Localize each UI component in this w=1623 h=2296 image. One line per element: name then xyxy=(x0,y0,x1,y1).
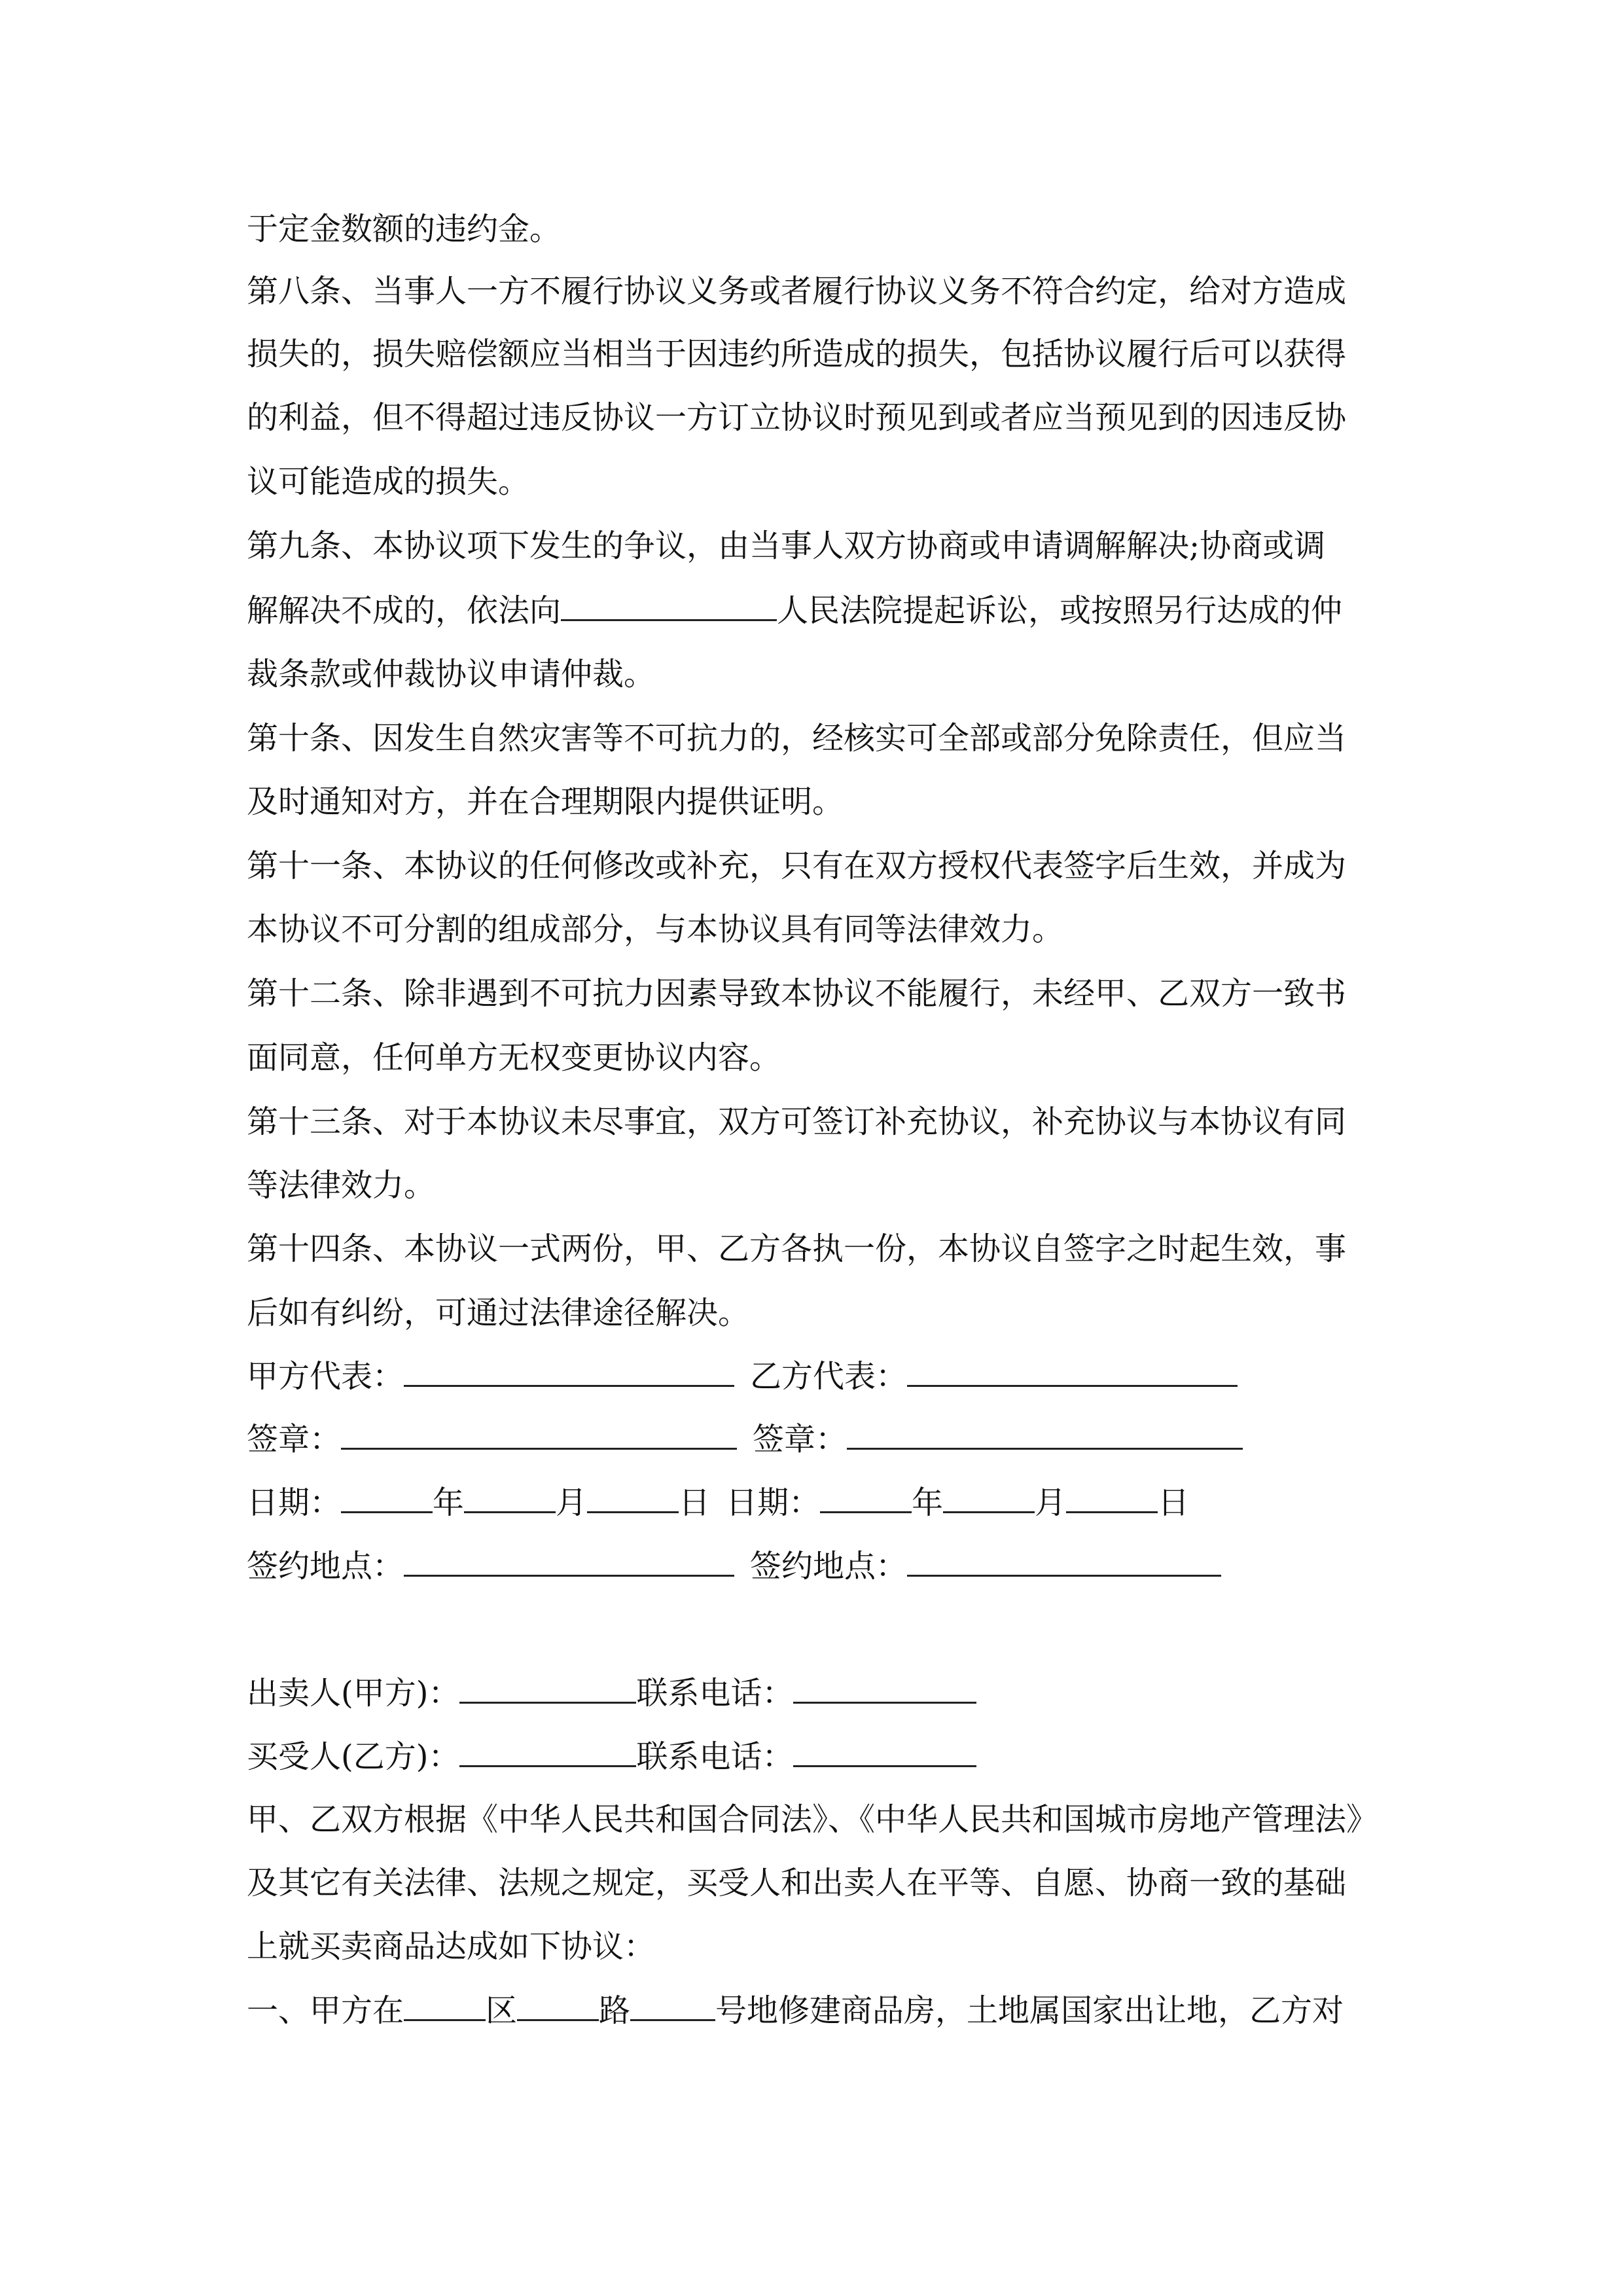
date-row xyxy=(247,1482,1189,1522)
date-b-day-blank[interactable] xyxy=(1066,1482,1158,1513)
item-1-start: 一、甲方在 xyxy=(247,1992,404,2029)
district-label: 区 xyxy=(486,1992,518,2029)
intro-line-2: 及其它有关法律、法规之规定，买受人和出卖人在平等、自愿、协商一致的基础 xyxy=(247,1865,1347,1901)
clause-13-line-2: 等法律效力。 xyxy=(247,1167,436,1204)
court-name-blank[interactable] xyxy=(561,590,777,621)
year-b-label: 年 xyxy=(912,1484,944,1521)
place-b-blank[interactable] xyxy=(907,1546,1221,1577)
seller-phone-label: 联系电话： xyxy=(636,1675,794,1712)
date-b-year-blank[interactable] xyxy=(820,1482,912,1513)
party-b-rep-label: 乙方代表： xyxy=(750,1358,908,1395)
clause-14-line-1: 第十四条、本协议一式两份，甲、乙方各执一份，本协议自签字之时起生效，事 xyxy=(247,1230,1347,1267)
clause-10-line-1: 第十条、因发生自然灾害等不可抗力的，经核实可全部或部分免除责任，但应当 xyxy=(247,720,1347,757)
date-a-month-blank[interactable] xyxy=(464,1482,556,1513)
clause-13-line-1: 第十三条、对于本协议未尽事宜，双方可签订补充协议，补充协议与本协议有同 xyxy=(247,1103,1347,1140)
road-label: 路 xyxy=(599,1992,631,2029)
seller-phone-blank[interactable] xyxy=(793,1673,976,1704)
buyer-phone-blank[interactable] xyxy=(793,1736,976,1767)
party-b-rep-blank[interactable] xyxy=(907,1356,1238,1387)
seal-a-blank[interactable] xyxy=(341,1419,737,1450)
clause-12-line-2: 面同意，任何单方无权变更协议内容。 xyxy=(247,1039,781,1076)
item-1-end: 号地修建商品房，土地属国家出让地，乙方对 xyxy=(715,1992,1344,2029)
rep-row xyxy=(247,1356,1238,1396)
road-blank[interactable] xyxy=(517,1990,599,2021)
date-a-label: 日期： xyxy=(247,1484,342,1521)
intro-line-3: 上就买卖商品达成如下协议： xyxy=(247,1928,656,1965)
buyer-blank[interactable] xyxy=(459,1736,636,1767)
date-b-label: 日期： xyxy=(726,1484,821,1521)
clause-10-line-2: 及时通知对方，并在合理期限内提供证明。 xyxy=(247,783,844,820)
day-b-label: 日 xyxy=(1158,1484,1190,1521)
buyer-label: 买受人(乙方)： xyxy=(247,1738,460,1775)
clause-9-line-1: 第九条、本协议项下发生的争议，由当事人双方协商或申请调解解决;协商或调 xyxy=(247,528,1326,564)
seal-b-blank[interactable] xyxy=(847,1419,1243,1450)
month-b-label: 月 xyxy=(1035,1484,1067,1521)
place-b-label: 签约地点： xyxy=(750,1548,908,1585)
seal-b-label: 签章： xyxy=(753,1421,847,1458)
clause-14-line-2: 后如有纠纷，可通过法律途径解决。 xyxy=(247,1295,750,1331)
month-a-label: 月 xyxy=(556,1484,588,1521)
district-blank[interactable] xyxy=(404,1990,486,2021)
clause-11-line-2: 本协议不可分割的组成部分，与本协议具有同等法律效力。 xyxy=(247,911,1064,948)
clause-9-line-2-end: 人民法院提起诉讼，或按照另行达成的仲 xyxy=(777,592,1343,629)
intro-line-1: 甲、乙双方根据《中华人民共和国合同法》、《中华人民共和国城市房地产管理法》 xyxy=(247,1801,1378,1838)
place-a-blank[interactable] xyxy=(404,1546,734,1577)
clause-8-line-4: 议可能造成的损失。 xyxy=(247,463,530,500)
item-1-line xyxy=(247,1990,1344,2030)
year-a-label: 年 xyxy=(433,1484,465,1521)
clause-11-line-1: 第十一条、本协议的任何修改或补充，只有在双方授权代表签字后生效，并成为 xyxy=(247,848,1347,884)
clause-12-line-1: 第十二条、除非遇到不可抗力因素导致本协议不能履行，未经甲、乙双方一致书 xyxy=(247,975,1347,1012)
seal-row xyxy=(247,1419,1243,1459)
buyer-row xyxy=(247,1736,976,1776)
day-a-label: 日 xyxy=(679,1484,711,1521)
number-blank[interactable] xyxy=(630,1990,715,2021)
seller-row xyxy=(247,1673,976,1713)
date-a-year-blank[interactable] xyxy=(341,1482,433,1513)
seller-blank[interactable] xyxy=(459,1673,636,1704)
clause-7-tail: 于定金数额的违约金。 xyxy=(247,211,562,247)
seller-label: 出卖人(甲方)： xyxy=(247,1675,460,1712)
clause-8-line-3: 的利益，但不得超过违反协议一方订立协议时预见到或者应当预见到的因违反协 xyxy=(247,399,1347,436)
date-b-month-blank[interactable] xyxy=(943,1482,1035,1513)
party-a-rep-label: 甲方代表： xyxy=(247,1358,404,1395)
seal-a-label: 签章： xyxy=(247,1421,342,1458)
party-a-rep-blank[interactable] xyxy=(404,1356,734,1387)
clause-9-line-2-start: 解解决不成的，依法向 xyxy=(247,592,562,629)
clause-8-line-2: 损失的，损失赔偿额应当相当于因违约所造成的损失，包括协议履行后可以获得 xyxy=(247,336,1347,372)
clause-9-line-2 xyxy=(247,590,1342,630)
clause-8-line-1: 第八条、当事人一方不履行协议义务或者履行协议义务不符合约定，给对方造成 xyxy=(247,273,1347,310)
date-a-day-blank[interactable] xyxy=(587,1482,679,1513)
place-a-label: 签约地点： xyxy=(247,1548,404,1585)
place-row xyxy=(247,1546,1221,1586)
clause-9-line-3: 裁条款或仲裁协议申请仲裁。 xyxy=(247,656,656,692)
buyer-phone-label: 联系电话： xyxy=(636,1738,794,1775)
